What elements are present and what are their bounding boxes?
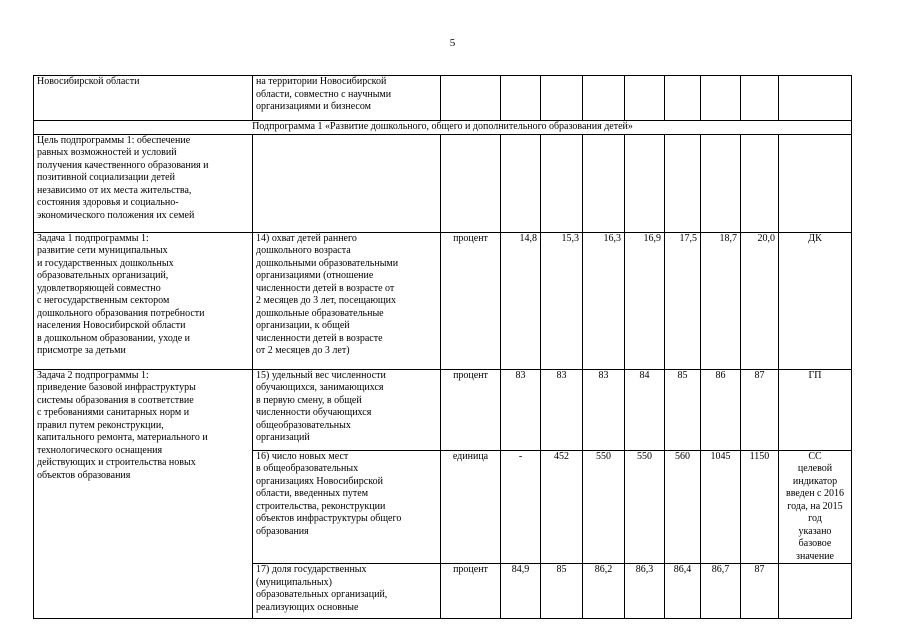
indicator-14-note: ДК <box>779 232 852 369</box>
indicator-17-value: 86,7 <box>701 564 741 619</box>
indicator-17-name: 17) доля государственных (муниципальных) образовательных организаций, реализующих основные <box>253 564 441 619</box>
indicator-17-note <box>779 564 852 619</box>
indicator-17-unit: процент <box>441 564 501 619</box>
indicator-16-unit: единица <box>441 450 501 564</box>
indicator-15-unit: процент <box>441 369 501 450</box>
indicator-14-value: 16,9 <box>625 232 665 369</box>
task-2-text: Задача 2 подпрограммы 1: приведение базовой инфраструктуры системы образования в соответствие с требованиями санитарных норм и правил путем реконструкции, капитального ремонта, материального и технологического оснащения действующих и строительства новых объектов образования <box>34 369 253 619</box>
indicator-name-cell: на территории Новосибирской области, совместно с научными организациями и бизнесом <box>253 76 441 121</box>
indicator-14-unit: процент <box>441 232 501 369</box>
indicator-14-value: 14,8 <box>501 232 541 369</box>
indicator-17-value: 85 <box>541 564 583 619</box>
indicator-16-value: - <box>501 450 541 564</box>
indicator-14-value: 18,7 <box>701 232 741 369</box>
indicator-14-value: 15,3 <box>541 232 583 369</box>
subprogram-title: Подпрограмма 1 «Развитие дошкольного, общего и дополнительного образования детей» <box>34 121 852 135</box>
goal-row <box>34 134 852 232</box>
table-row <box>34 369 852 450</box>
indicator-14-name: 14) охват детей раннего дошкольного возраста дошкольными образовательными организациями (отношение численности детей в возрасте от 2 месяцев до 3 лет, посещающих дошкольные образовательные организации, к общей численности детей в возрасте от 2 месяцев до 3 лет) <box>253 232 441 369</box>
page-number: 5 <box>449 37 456 49</box>
indicator-15-value: 83 <box>583 369 625 450</box>
indicator-16-value: 1045 <box>701 450 741 564</box>
indicator-15-value: 86 <box>701 369 741 450</box>
table-row <box>34 232 852 369</box>
indicator-14-value: 20,0 <box>741 232 779 369</box>
indicator-17-value: 87 <box>741 564 779 619</box>
goal-cell: Новосибирской области <box>34 76 253 121</box>
indicator-15-value: 85 <box>665 369 701 450</box>
indicator-15-value: 83 <box>541 369 583 450</box>
indicator-16-note: СС целевой индикатор введен с 2016 года, на 2015 год указано базовое значение <box>779 450 852 564</box>
indicator-14-value: 16,3 <box>583 232 625 369</box>
indicator-15-value: 83 <box>501 369 541 450</box>
indicator-16-value: 550 <box>625 450 665 564</box>
indicator-14-value: 17,5 <box>665 232 701 369</box>
goal-text: Цель подпрограммы 1: обеспечение равных возможностей и условий получения качественного образования и позитивной социализации детей независимо от их места жительства, состояния здоровья и социально- экономического положения их семей <box>34 134 253 232</box>
indicator-16-value: 550 <box>583 450 625 564</box>
subprogram-title-row <box>34 121 852 135</box>
indicator-17-value: 86,4 <box>665 564 701 619</box>
indicators-table <box>33 75 852 619</box>
indicator-15-value: 87 <box>741 369 779 450</box>
indicator-16-value: 560 <box>665 450 701 564</box>
indicator-16-name: 16) число новых мест в общеобразовательных организациях Новосибирской области, введенных путем строительства, реконструкции объектов инфраструктуры общего образования <box>253 450 441 564</box>
indicator-15-note: ГП <box>779 369 852 450</box>
task-1-text: Задача 1 подпрограммы 1: развитие сети муниципальных и государственных дошкольных образовательных организаций, удовлетворяющей совместно с негосударственным сектором дошкольного образования потребности населения Новосибирской области в дошкольном образовании, уходе и присмотре за детьми <box>34 232 253 369</box>
indicator-17-value: 86,3 <box>625 564 665 619</box>
indicator-15-value: 84 <box>625 369 665 450</box>
indicator-16-value: 452 <box>541 450 583 564</box>
table-row <box>34 76 852 121</box>
indicator-16-value: 1150 <box>741 450 779 564</box>
indicator-17-value: 84,9 <box>501 564 541 619</box>
indicator-17-value: 86,2 <box>583 564 625 619</box>
indicator-15-name: 15) удельный вес численности обучающихся, занимающихся в первую смену, в общей численности обучающихся общеобразовательных организаций <box>253 369 441 450</box>
